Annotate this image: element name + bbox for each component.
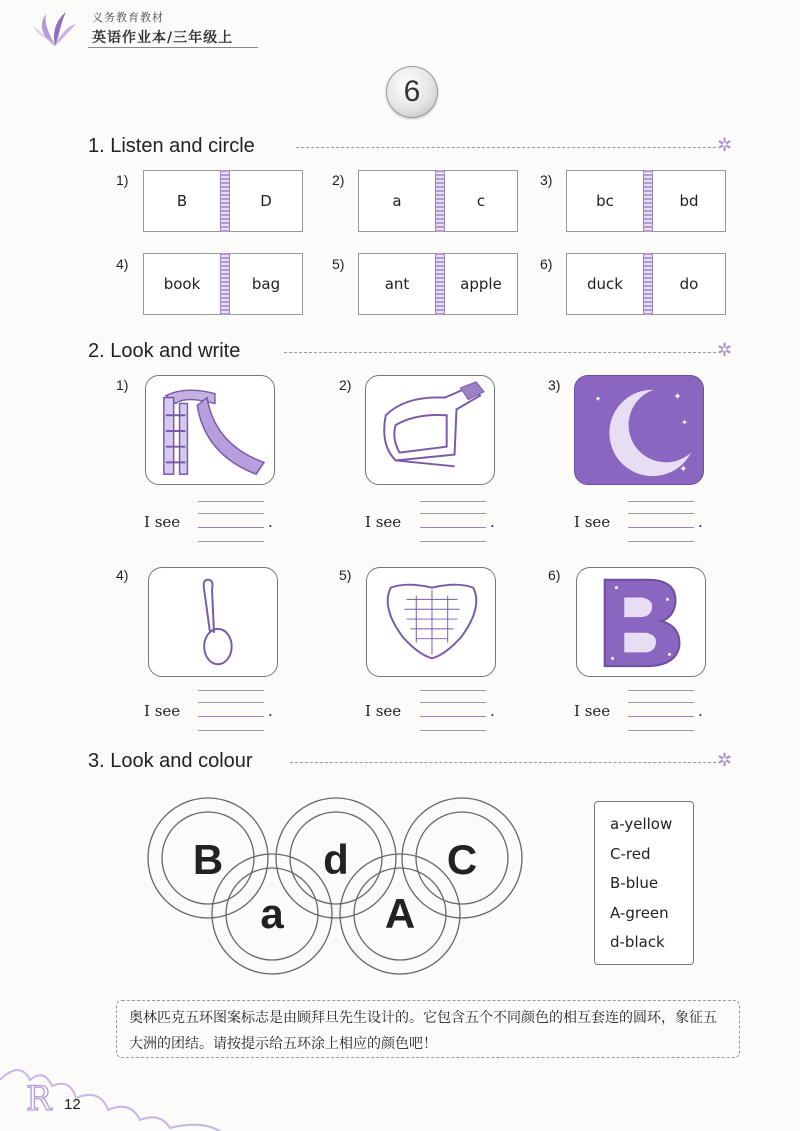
section2-divider	[284, 352, 716, 353]
choice-left[interactable]: a	[392, 192, 402, 210]
section1-divider	[296, 147, 716, 148]
s1-item-number: 5)	[332, 256, 345, 272]
s1-item-number: 1)	[116, 172, 129, 188]
header-series: 义务教育教材	[92, 11, 164, 24]
writing-line	[198, 702, 264, 703]
writing-line[interactable]	[420, 716, 486, 717]
lesson-number-badge: 6	[386, 66, 438, 118]
choice-left[interactable]: B	[176, 192, 188, 210]
moon-picture	[574, 375, 704, 485]
answer-book	[358, 253, 518, 315]
s1-item-number: 3)	[540, 172, 553, 188]
ring-letter: B	[192, 836, 224, 883]
writing-line	[420, 541, 486, 542]
page-number: 12	[64, 1096, 81, 1113]
i-see-label: I see	[365, 513, 402, 531]
harp-picture	[366, 567, 496, 677]
sentence-period: .	[268, 513, 273, 531]
writing-line	[628, 690, 694, 691]
writing-line	[628, 501, 694, 502]
s2-item-number: 4)	[116, 567, 129, 583]
section2-title: 2. Look and write	[88, 340, 241, 362]
choice-right[interactable]: D	[260, 192, 272, 210]
sentence-period: .	[698, 702, 703, 720]
s2-item-number: 2)	[339, 377, 352, 393]
svg-text:✦: ✦	[679, 464, 688, 476]
i-see-label: I see	[574, 702, 611, 720]
s2-item-number: 3)	[548, 377, 561, 393]
i-see-label: I see	[144, 513, 181, 531]
colour-key-item: C-red	[610, 844, 651, 863]
colour-key-item: B-blue	[610, 874, 659, 892]
s1-item-number: 2)	[332, 172, 345, 188]
answer-book	[143, 253, 303, 315]
writing-line	[198, 501, 264, 502]
slide-picture	[145, 375, 275, 485]
writing-line[interactable]	[628, 527, 694, 528]
svg-text:R: R	[26, 1079, 52, 1119]
publisher-logo	[32, 8, 78, 50]
section3-star-icon: ✲	[717, 750, 733, 771]
s1-item-number: 6)	[540, 256, 553, 272]
writing-line	[420, 501, 486, 502]
lowercase-d-picture	[148, 567, 278, 677]
header-title: 英语作业本/三年级上	[92, 30, 234, 46]
colour-key-item: d-black	[610, 933, 665, 951]
sentence-period: .	[490, 702, 495, 720]
section1-star-icon: ✲	[717, 135, 733, 156]
choice-left[interactable]: book	[163, 275, 201, 293]
svg-text:✦: ✦	[594, 394, 602, 404]
header-divider	[88, 47, 258, 48]
section1-title: 1. Listen and circle	[88, 135, 255, 157]
ring-letter: A	[384, 890, 416, 937]
svg-text:✦: ✦	[673, 391, 682, 403]
choice-left[interactable]: bc	[596, 192, 614, 210]
choice-right[interactable]: do	[679, 275, 699, 293]
writing-line	[198, 513, 264, 514]
section2-star-icon: ✲	[717, 340, 733, 361]
choice-right[interactable]: apple	[460, 275, 502, 293]
svg-text:✦: ✦	[681, 418, 688, 428]
i-see-label: I see	[144, 702, 181, 720]
sentence-period: .	[490, 513, 495, 531]
chair-picture	[365, 375, 495, 485]
answer-book	[143, 170, 303, 232]
choice-left[interactable]: ant	[384, 275, 410, 293]
writing-line	[198, 730, 264, 731]
writing-line	[198, 541, 264, 542]
choice-right[interactable]: bag	[251, 275, 281, 293]
writing-line[interactable]	[198, 716, 264, 717]
letter-b-picture	[576, 567, 706, 677]
writing-line	[628, 513, 694, 514]
writing-line[interactable]	[628, 716, 694, 717]
writing-line	[198, 690, 264, 691]
writing-line[interactable]	[420, 527, 486, 528]
ring-letter: C	[446, 836, 478, 883]
s2-item-number: 5)	[339, 567, 352, 583]
writing-line	[420, 513, 486, 514]
s1-item-number: 4)	[116, 256, 129, 272]
s2-item-number: 1)	[116, 377, 129, 393]
writing-line	[420, 730, 486, 731]
olympic-note: 奥林匹克五环图案标志是由顾拜旦先生设计的。它包含五个不同颜色的相互套连的圆环，象征五大洲的团结。请按提示给五环涂上相应的颜色吧！	[116, 1000, 740, 1058]
answer-book	[566, 170, 726, 232]
i-see-label: I see	[574, 513, 611, 531]
sentence-period: .	[268, 702, 273, 720]
answer-book	[566, 253, 726, 315]
writing-line	[628, 541, 694, 542]
ring-letter: d	[323, 836, 349, 883]
writing-line	[628, 730, 694, 731]
colour-key-item: a-yellow	[610, 815, 673, 833]
writing-line[interactable]	[198, 527, 264, 528]
cloud-decoration	[0, 1040, 260, 1131]
section3-title: 3. Look and colour	[88, 750, 253, 772]
colour-key-box	[594, 801, 694, 965]
answer-book	[358, 170, 518, 232]
colour-key-item: A-green	[610, 903, 669, 922]
choice-right[interactable]: c	[476, 192, 486, 210]
choice-left[interactable]: duck	[587, 275, 623, 293]
section3-divider	[290, 762, 716, 763]
i-see-label: I see	[365, 702, 402, 720]
choice-right[interactable]: bd	[679, 192, 699, 210]
sentence-period: .	[698, 513, 703, 531]
writing-line	[628, 702, 694, 703]
writing-line	[420, 690, 486, 691]
writing-line	[420, 702, 486, 703]
olympic-rings	[140, 790, 530, 980]
s2-item-number: 6)	[548, 567, 561, 583]
ring-letter: a	[260, 890, 284, 937]
